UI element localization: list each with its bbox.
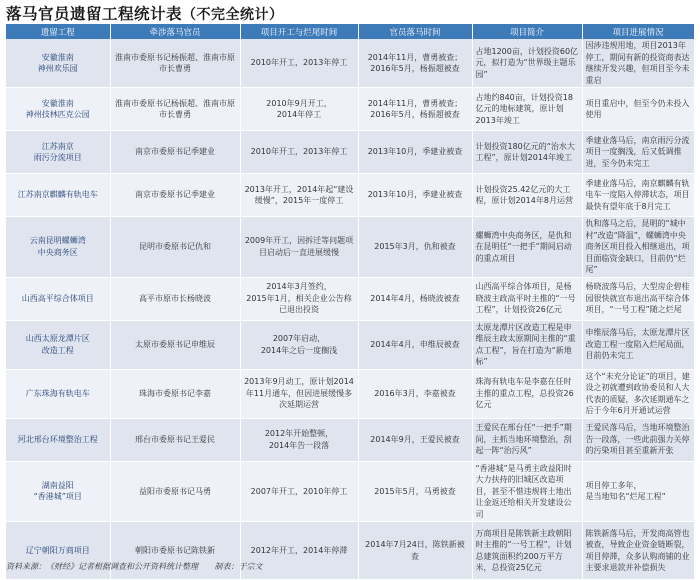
table-cell: 江苏南京麒麟有轨电车 xyxy=(6,174,110,217)
table-cell: 2013年开工，2014年起“建设缓慢”，2015年一度停工 xyxy=(240,174,358,217)
table-cell: 山西高平综合体项目，是杨晓波主政高平时主推的“一号工程”，计划投资26亿元 xyxy=(472,277,582,320)
table-cell: 2012年开工，2014年停滞 xyxy=(240,522,358,580)
table-cell: 螺蛳湾中央商务区，是仇和在昆明任“一把手”期间启动的重点项目 xyxy=(472,217,582,278)
table-row xyxy=(6,461,694,522)
table-cell: 2014年3月签约， 2015年1月，相关企业公告称已退出投资 xyxy=(240,277,358,320)
table-cell: 河北邢台环境整治工程 xyxy=(6,418,110,461)
table-cell: 计划投资25.42亿元的大工程，原计划2014年8月运营 xyxy=(472,174,582,217)
table-row xyxy=(6,369,694,418)
author-note: 制表：于宗文 xyxy=(214,562,263,571)
column-header: 遗留工程 xyxy=(6,24,110,39)
table-cell: “香港城”是马勇主政益阳时大力扶持的旧城区改造项目，甚至不惜违规将土地出让金返还给相关开发建设公司 xyxy=(472,461,582,522)
table-row xyxy=(6,131,694,174)
table-cell: 陈铁新落马后，开发商高管也被查，导致企业资金链断裂，项目停滞，众多认购商铺的业主要求退款并补偿损失 xyxy=(582,522,694,580)
page-title xyxy=(6,2,284,24)
table-cell: 云南昆明螺蛳湾 中央商务区 xyxy=(6,217,110,278)
table-row xyxy=(6,418,694,461)
table-cell: 高平市原市长杨晓波 xyxy=(110,277,240,320)
table-cell: 2007年开工，2010年停工 xyxy=(240,461,358,522)
table-cell: 2014年11月，曹勇被查； 2016年5月，杨振超被查 xyxy=(358,88,472,131)
table-cell: 2015年5月，马勇被查 xyxy=(358,461,472,522)
table-cell: 2009年开工，因拆迁等问题项目启动后一直进展缓慢 xyxy=(240,217,358,278)
table-cell: 益阳市委原书记马勇 xyxy=(110,461,240,522)
table-row xyxy=(6,320,694,369)
table-cell: 2016年3月，李嘉被查 xyxy=(358,369,472,418)
column-header: 项目开工与烂尾时间 xyxy=(240,24,358,39)
table-cell: 山西高平综合体项目 xyxy=(6,277,110,320)
table-cell: 占地1200亩，计划投资60亿元，拟打造为“世界级主题乐园” xyxy=(472,39,582,88)
table-cell: 季建业落马后，南京麒麟有轨电车一度陷入停滞状态，项目最快有望年底于8月完工 xyxy=(582,174,694,217)
table-cell: 杨晓波落马后，大型房企碧桂园很快就宣布退出高平综合体项目，“一号工程”随之烂尾 xyxy=(582,277,694,320)
table-cell: 2014年4月，申维辰被查 xyxy=(358,320,472,369)
table-cell: 广东珠海有轨电车 xyxy=(6,369,110,418)
table-cell: 南京市委原书记季建业 xyxy=(110,131,240,174)
footer xyxy=(6,561,277,572)
table-row xyxy=(6,174,694,217)
column-header: 官员落马时间 xyxy=(358,24,472,39)
table-cell: 珠海市委原书记李嘉 xyxy=(110,369,240,418)
table-cell: 占地约840亩，计划投资18亿元的地标建筑，原计划2013年竣工 xyxy=(472,88,582,131)
table-cell: 太原市委原书记申维辰 xyxy=(110,320,240,369)
table-cell: 安徽淮南 神州技林匹克公园 xyxy=(6,88,110,131)
table-cell: 2010年开工，2013年停工 xyxy=(240,131,358,174)
table-cell: 昆明市委原书记仇和 xyxy=(110,217,240,278)
table-row xyxy=(6,39,694,88)
table-cell: 朝阳市委原书记陈铁新 xyxy=(110,522,240,580)
title-subtitle: （不完全统计） xyxy=(182,7,284,23)
table-cell: 2013年10月，季建业被查 xyxy=(358,174,472,217)
table-cell: 2014年9月，王爱民被查 xyxy=(358,418,472,461)
table-cell: 江苏南京 雨污分流项目 xyxy=(6,131,110,174)
table-cell: 淮南市委原书记杨振超、淮南市原市长曹勇 xyxy=(110,88,240,131)
table-cell: 珠海有轨电车是李嘉在任时主推的重点工程，总投资26亿元 xyxy=(472,369,582,418)
table-cell: 太原龙潭片区改造工程是申维辰主政太原期间主推的“重点工程”，旨在打造为“新地标” xyxy=(472,320,582,369)
table-cell: 2014年11月，曹勇被查； 2016年5月，杨振超被查 xyxy=(358,39,472,88)
table-cell: 万商项目是陈铁新主政朝阳时主推的“一号工程”，计划总建筑面积约200万平方米，总投资25亿元 xyxy=(472,522,582,580)
table-cell: 2012年开始整顿， 2014年告一段落 xyxy=(240,418,358,461)
table-cell: 2013年9月动工，原计划2014年11月通车，但因进展缓慢多次延期运营 xyxy=(240,369,358,418)
table-cell: 项目停工多年， 是当地知名“烂尾工程” xyxy=(582,461,694,522)
column-header: 牵涉落马官员 xyxy=(110,24,240,39)
table-cell: 湖南益阳 “香港城”项目 xyxy=(6,461,110,522)
source-note: 资料来源：《财经》记者根据调查和公开资料统计整理 xyxy=(6,562,198,571)
table-cell: 项目重启中，但至今仍未投入使用 xyxy=(582,88,694,131)
table-cell: 2007年启动， 2014年之后一度搁浅 xyxy=(240,320,358,369)
column-header: 项目简介 xyxy=(472,24,582,39)
table-cell: 这个“未充分论证”的项目，建设之初就遭到政协委员和人大代表的质疑，多次延期通车之后于今年6月开通试运营 xyxy=(582,369,694,418)
table-cell: 季建业落马后，南京雨污分流项目一度搁浅，后又低调推进，至今仍未完工 xyxy=(582,131,694,174)
table-cell: 2010年9月开工， 2014年停工 xyxy=(240,88,358,131)
table-cell: 申维辰落马后，太原龙潭片区改造工程一度陷入烂尾局面，目前仍未完工 xyxy=(582,320,694,369)
table-row xyxy=(6,277,694,320)
table-cell: 王爱民落马后，当地环境整治告一段落，一些此前强力关停的污染项目甚至重新开张 xyxy=(582,418,694,461)
title-text: 落马官员遗留工程统计表 xyxy=(6,5,183,23)
table-cell: 仇和落马之后，昆明的“城中村”改造“降温”，螺蛳湾中央商务区项目投入相继退出，项目面临资金缺口，目前仍“烂尾” xyxy=(582,217,694,278)
table-cell: 因涉违规用地，项目2013年停工，期间有新的投资商表达继续开发兴趣，但项目至今未重启 xyxy=(582,39,694,88)
table-cell: 淮南市委原书记杨振超、淮南市原市长曹勇 xyxy=(110,39,240,88)
table-cell: 2014年4月，杨晓波被查 xyxy=(358,277,472,320)
table-cell: 辽宁朝阳万商项目 xyxy=(6,522,110,580)
table-cell: 计划投资180亿元的“治水大工程”，原计划2014年竣工 xyxy=(472,131,582,174)
table-cell: 2014年7月24日，陈铁新被查 xyxy=(358,522,472,580)
stats-table xyxy=(6,24,695,580)
table-cell: 2010年开工，2013年停工 xyxy=(240,39,358,88)
table-row xyxy=(6,217,694,278)
table-cell: 安徽淮南 神州欢乐园 xyxy=(6,39,110,88)
table-cell: 2013年10月，季建业被查 xyxy=(358,131,472,174)
table-cell: 2015年3月，仇和被查 xyxy=(358,217,472,278)
table-cell: 邢台市委原书记王爱民 xyxy=(110,418,240,461)
table-cell: 山西太原龙潭片区 改造工程 xyxy=(6,320,110,369)
column-header: 项目进展情况 xyxy=(582,24,694,39)
table-cell: 南京市委原书记季建业 xyxy=(110,174,240,217)
table-header-row xyxy=(6,24,694,39)
table-cell: 王爱民在邢台任“一把手”期间，主抓当地环境整治，刮起一阵“治污风” xyxy=(472,418,582,461)
table-row xyxy=(6,88,694,131)
